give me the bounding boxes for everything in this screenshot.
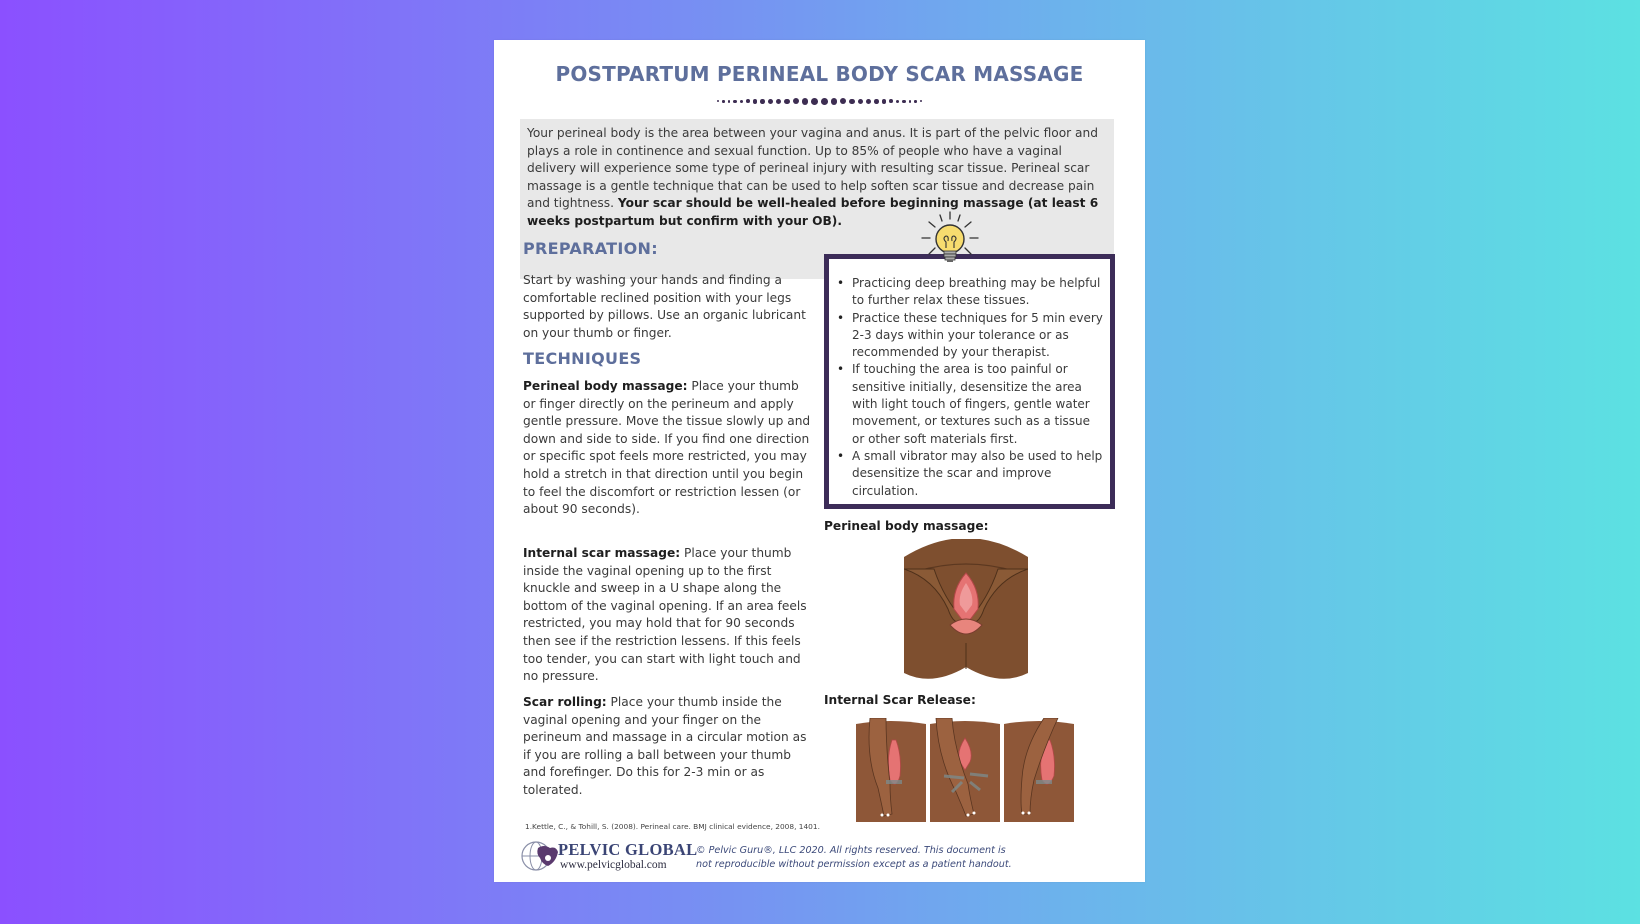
divider-dot xyxy=(784,99,790,105)
internal-scar-release-illustration xyxy=(856,718,1076,822)
divider-dot xyxy=(776,99,781,104)
divider-dot xyxy=(896,100,899,103)
tip-item: • Practice these techniques for 5 min every 2-3 days within your tolerance or as recommended by your therapist. xyxy=(835,310,1104,362)
tip-item: • If touching the area is too painful or sensitive initially, desensitize the area with light touch of fingers, gentle water movement, or textures such as a tissue or other soft materials first. xyxy=(835,361,1104,447)
perineal-massage-illustration xyxy=(904,539,1028,679)
handout-page xyxy=(494,40,1145,882)
technique-text: Place your thumb inside the vaginal opening and your finger on the perineum and massage in a circular motion as if you are rolling a ball between your thumb and forefinger. Do this for 2-3 min or as tolerated. xyxy=(523,695,807,797)
pelvic-global-logo xyxy=(520,836,698,876)
divider-dot xyxy=(753,99,757,103)
globe-pelvis-icon xyxy=(520,836,560,876)
divider-dot xyxy=(821,98,828,105)
divider-dot xyxy=(760,99,765,104)
techniques-heading: TECHNIQUES xyxy=(523,349,642,368)
preparation-heading: PREPARATION: xyxy=(523,239,658,258)
technique-label: Internal scar massage: xyxy=(523,546,681,560)
perineal-illustration-label: Perineal body massage: xyxy=(824,519,989,533)
divider-dot xyxy=(728,100,731,103)
tips-list xyxy=(835,275,1104,500)
logo-text: PELVIC GLOBAL xyxy=(558,840,698,859)
internal-release-panel-1 xyxy=(856,718,926,822)
divider-dot xyxy=(793,98,799,104)
technique-text: Place your thumb inside the vaginal opening up to the first knuckle and sweep in a U shape along the bottom of the vaginal opening. If an area feels restricted, you may hold that for 90 seconds then see if the restriction lessens. If this feels too tender, you can start with light touch and no pressure. xyxy=(523,546,807,684)
lightbulb-icon xyxy=(916,210,984,270)
internal-release-panel-3 xyxy=(1004,718,1074,822)
divider-dot xyxy=(849,99,855,105)
divider-dot xyxy=(858,99,863,104)
divider-dot xyxy=(768,99,773,104)
divider-dot xyxy=(909,100,912,103)
technique-label: Scar rolling: xyxy=(523,695,607,709)
logo-url: www.pelvicglobal.com xyxy=(560,859,667,871)
tips-box xyxy=(824,254,1115,509)
divider-dot xyxy=(717,100,719,102)
dotted-divider xyxy=(494,98,1145,105)
divider-dot xyxy=(882,99,886,103)
copyright-notice: © Pelvic Guru®, LLC 2020. All rights reserved. This document is not reproducible without permission except as a patient handout. xyxy=(696,845,1012,870)
divider-dot xyxy=(874,99,879,104)
page-title: POSTPARTUM PERINEAL BODY SCAR MASSAGE xyxy=(555,62,1084,86)
technique-perineal-body-massage xyxy=(523,378,813,519)
divider-dot xyxy=(746,99,750,103)
technique-label: Perineal body massage: xyxy=(523,379,688,393)
divider-dot xyxy=(866,99,871,104)
divider-dot xyxy=(889,99,893,103)
tip-item: • Practicing deep breathing may be helpful to further relax these tissues. xyxy=(835,275,1104,310)
tip-item: • A small vibrator may also be used to help desensitize the scar and improve circulation. xyxy=(835,448,1104,500)
divider-dot xyxy=(831,98,837,104)
citation: 1.Kettle, C., & Tohill, S. (2008). Perineal care. BMJ clinical evidence, 2008, 1401. xyxy=(525,822,820,831)
technique-scar-rolling xyxy=(523,694,813,800)
divider-dot xyxy=(802,98,808,104)
divider-dot xyxy=(840,98,846,104)
internal-release-panel-2 xyxy=(930,718,1000,822)
technique-internal-scar-massage xyxy=(523,545,813,686)
internal-illustration-label: Internal Scar Release: xyxy=(824,693,976,707)
divider-dot xyxy=(902,100,905,103)
technique-text: Place your thumb or finger directly on the perineum and apply gentle pressure. Move the tissue slowly up and down and side to side. If you find one direction or specific spot feels more restricted, you may hold a stretch in that direction until you begin to feel the discomfort or restriction lessen (or about 90 seconds). xyxy=(523,379,811,517)
preparation-text: Start by washing your hands and finding a comfortable reclined position with your legs supported by pillows. Use an organic lubricant on your thumb or finger. xyxy=(523,273,806,340)
intro-text: Your perineal body is the area between your vagina and anus. It is part of the pelvic floor and plays a role in continence and sexual function. Up to 85% of people who have a vaginal delivery will experience some type of perineal injury with resulting scar tissue. Perineal scar massage is a gentle technique that can be used to help soften scar tissue and decrease pain and tightness. xyxy=(527,126,1098,211)
divider-dot xyxy=(722,100,724,102)
divider-dot xyxy=(733,100,736,103)
divider-dot xyxy=(740,100,743,103)
divider-dot xyxy=(811,98,818,105)
intro-warning: Your scar should be well-healed before beginning massage (at least 6 weeks postpartum but confirm with your OB). xyxy=(527,196,1099,228)
divider-dot xyxy=(914,100,916,102)
divider-dot xyxy=(920,100,922,102)
